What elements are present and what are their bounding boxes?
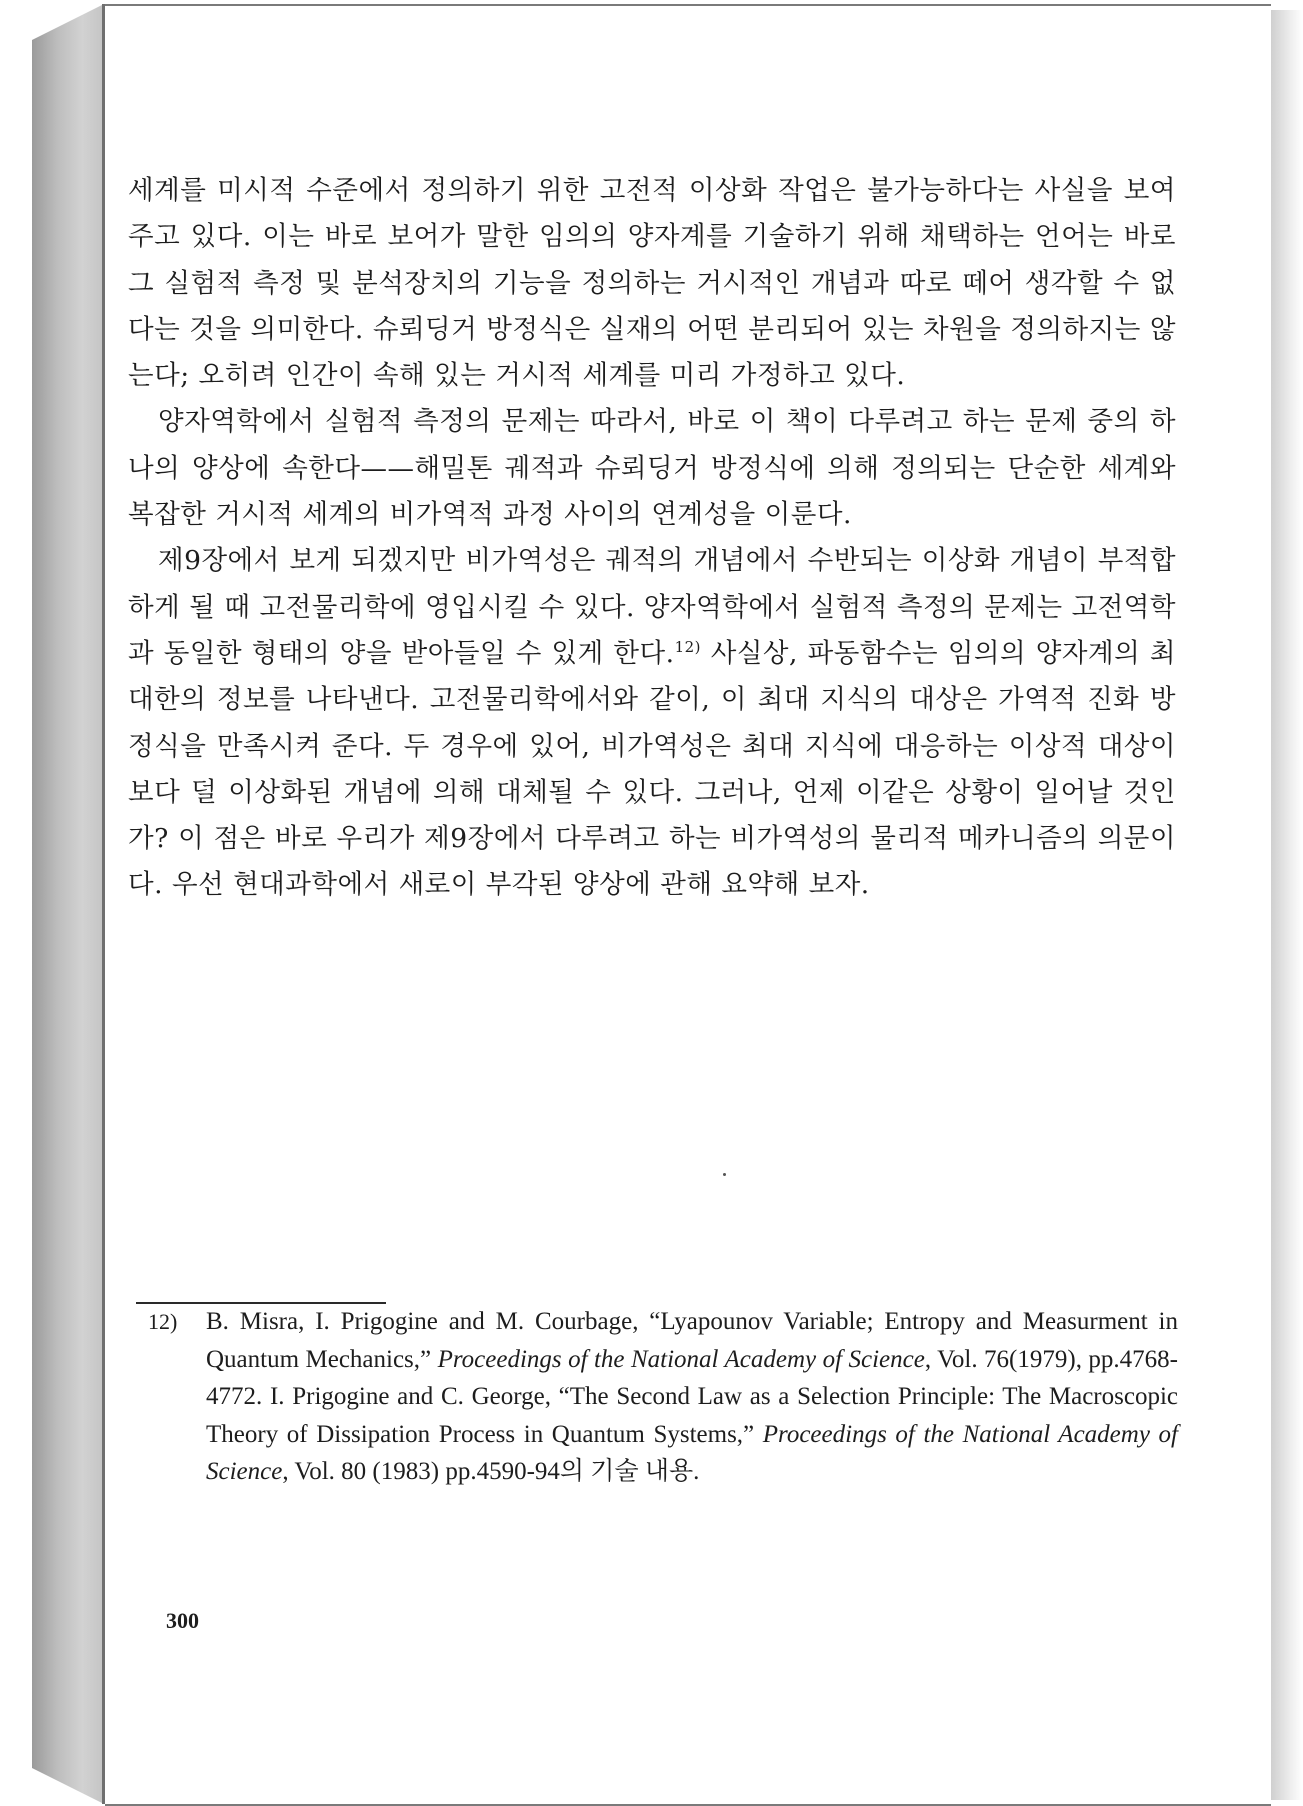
footnote-part-1: B. Misra, I. Prigogine and M. Courbage, “Lyapounov Variable; Entropy and Measurment in Quantum Mechanics,” xyxy=(206,1308,1178,1373)
paragraph-2: 양자역학에서 실험적 측정의 문제는 따라서, 바로 이 책이 다루려고 하는 문제 중의 하나의 양상에 속한다——해밀톤 궤적과 슈뢰딩거 방정식에 의해 정의되는 단순한 세계와 복잡한 거시적 세계의 비가역적 과정 사이의 연계성을 이룬다. xyxy=(128,406,1176,531)
body-text xyxy=(128,168,1176,909)
book-spine xyxy=(32,4,104,1804)
paragraph-3-continued: 사실상, 파동함수는 임의의 양자계의 최대한의 정보를 나타낸다. 고전물리학에서와 같이, 이 최대 지식의 대상은 가역적 진화 방정식을 만족시켜 준다. 두 경우에 있어, 비가역성은 최대 지식에 대응하는 이상적 대상이 보다 덜 이상화된 개념에 의해 대체될 수 있다. 그러나, 언제 이같은 상황이 일어날 것인가? 이 점은 바로 우리가 제9장에서 다루려고 하는 비가역성의 물리적 메카니즘의 의문이다. 우선 현대과학에서 새로이 부각된 양상에 관해 요약해 보자. xyxy=(128,637,1176,901)
paragraph-1: 세계를 미시적 수준에서 정의하기 위한 고전적 이상화 작업은 불가능하다는 사실을 보여주고 있다. 이는 바로 보어가 말한 임의의 양자계를 기술하기 위해 채택하는 언어는 바로 그 실험적 측정 및 분석장치의 기능을 정의하는 거시적인 개념과 따로 떼어 생각할 수 없다는 것을 의미한다. 슈뢰딩거 방정식은 실재의 어떤 분리되어 있는 차원을 정의하지는 않는다; 오히려 인간이 속해 있는 거시적 세계를 미리 가정하고 있다. xyxy=(128,175,1176,392)
footnote-text xyxy=(206,1303,1178,1491)
footnote-journal-2: Proceedings of the National Academy of Science xyxy=(206,1420,1178,1485)
footnote-number: 12) xyxy=(148,1309,178,1334)
footnote-journal-1: Proceedings of the National Academy of Science xyxy=(437,1345,925,1373)
paragraph-3 xyxy=(128,538,1176,908)
scan-speck xyxy=(723,1173,726,1176)
paragraph-3-text: 제9장에서 보게 되겠지만 비가역성은 궤적의 개념에서 수반되는 이상화 개념이 부적합하게 될 때 고전물리학에 영입시킬 수 있다. 양자역학에서 실험적 측정의 문제는 고전역학과 동일한 형태의 양을 받아들일 수 있게 한다. xyxy=(128,545,1176,669)
page-number: 300 xyxy=(166,1608,199,1633)
footnote-part-3: , Vol. 80 (1983) pp.4590-94의 기술 내용. xyxy=(282,1458,700,1485)
footnote xyxy=(148,1303,1178,1491)
page-edge-shadow xyxy=(1271,10,1303,1800)
footnote-part-2: , Vol. 76(1979), pp.4768-4772. I. Prigogine and C. George, “The Second Law as a Selection Principle: The Macroscopic Theory of Dissipation Process in Quantum Systems,” xyxy=(206,1345,1178,1448)
footnote-reference: 12) xyxy=(674,638,702,657)
